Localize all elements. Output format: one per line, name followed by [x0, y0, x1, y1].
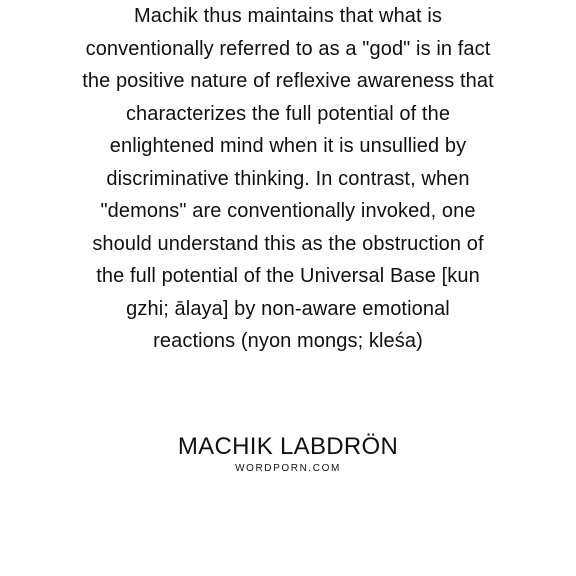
quote-line: characterizes the full potential of the — [125, 102, 451, 125]
quote-line: should understand this as the obstruction of — [92, 232, 484, 255]
quote-line: enlightened mind when it is unsullied by — [109, 135, 467, 157]
quote-line: "demons" are conventionally invoked, one — [100, 200, 476, 222]
quote-line: Machik thus maintains that what is — [134, 5, 442, 27]
quote-line: discriminative thinking. In contrast, when — [106, 167, 470, 190]
source-site: WORDPORN.COM — [235, 463, 341, 474]
quote-line: reactions (nyon mongs; kleśa) — [153, 330, 423, 352]
quote-line: gzhi; ālaya] by non-aware emotional — [126, 297, 450, 320]
quote-line: the full potential of the Universal Base [kun — [96, 265, 480, 287]
quote-line: the positive nature of reflexive awareness that — [82, 70, 494, 92]
author-name: MACHIK LABDRÖN — [177, 433, 399, 460]
quote-text — [28, 0, 548, 358]
attribution — [0, 432, 576, 475]
quote-line: conventionally referred to as a "god" is in fact — [85, 37, 491, 60]
